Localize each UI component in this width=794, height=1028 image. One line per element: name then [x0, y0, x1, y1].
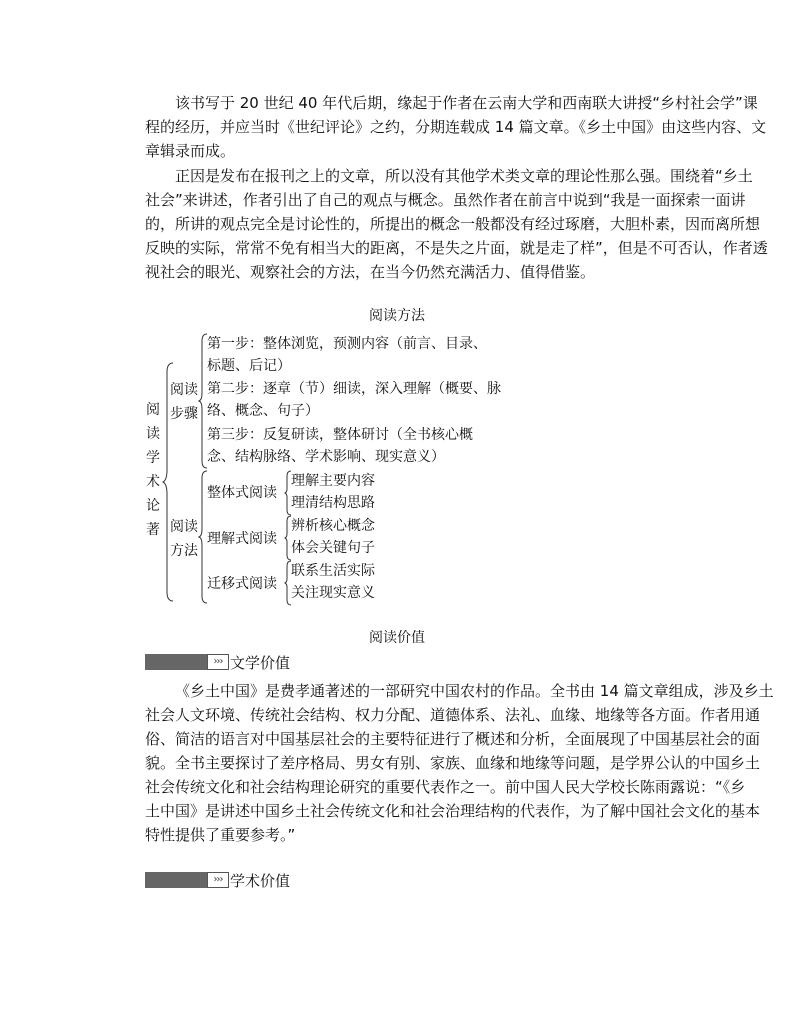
text-line: 社会人文环境、传统社会结构、权力分配、道德体系、法礼、血缘、地缘等各方面。作者用通 — [145, 706, 761, 724]
way-3-name: 迁移式阅读 — [207, 576, 277, 592]
ways-label: 阅读 方法 — [170, 519, 198, 559]
text-line: 俗、简洁的语言对中国基层社会的主要特征进行了概述和分析，全面展现了中国基层社会的面 — [145, 730, 761, 748]
step-1: 第一步：整体浏览，预测内容（前言、目录、 标题、后记） — [207, 336, 487, 374]
text-line: 视社会的眼光、观察社会的方法，在当今仍然充满活力、值得借鉴。 — [145, 263, 596, 281]
chevrons-icon: ››› — [207, 654, 229, 670]
text-line: 该书写于 20 世纪 40 年代后期，缘起于作者在云南大学和西南联大讲授“乡村社会学”课 — [175, 94, 758, 112]
tag-label: 学术价值 — [230, 871, 291, 890]
text-line: 社会”来讲述，作者引出了自己的观点与概念。虽然作者在前言中说到“我是一面探索一面讲 — [145, 191, 746, 209]
intro-paragraph-2 — [145, 164, 768, 284]
step-2: 第二步：逐章（节）细读，深入理解（概要、脉 络、概念、句子） — [207, 381, 501, 419]
methods-heading: 阅读方法 — [369, 308, 425, 324]
tag-bar — [145, 872, 207, 888]
way-1-items: 理解主要内容 理清结构思路 — [291, 473, 375, 511]
steps-label: 阅读 步骤 — [170, 382, 198, 422]
value-paragraph — [145, 679, 774, 847]
way-3-items: 联系生活实际 关注现实意义 — [291, 563, 375, 601]
way-2-items: 辨析核心概念 体会关键句子 — [291, 518, 375, 556]
intro-paragraph-1 — [145, 91, 767, 163]
text-line: 反映的实际，常常不免有相当大的距离，不是失之片面，就是走了样”，但是不可否认，作者透 — [145, 239, 768, 257]
text-line: 的，所讲的观点完全是讨论性的，所提出的概念一般都没有经过琢磨，大胆朴素，因而离所想 — [145, 215, 761, 233]
way-1-name: 整体式阅读 — [207, 485, 277, 501]
way-2-name: 理解式阅读 — [207, 531, 277, 547]
section-tag-academic — [145, 872, 290, 888]
text-line: 土中国》是讲述中国乡土社会传统文化和社会治理结构的代表作，为了解中国社会文化的基本 — [145, 802, 761, 820]
text-line: 正因是发布在报刊之上的文章，所以没有其他学术类文章的理论性那么强。围绕着“乡土 — [175, 167, 753, 185]
text-line: 章辑录而成。 — [145, 142, 236, 160]
text-line: 特性提供了重要参考。” — [145, 826, 296, 844]
chevrons-icon: ››› — [207, 872, 229, 888]
tag-label: 文学价值 — [230, 653, 291, 672]
root-label: 阅 读 学 术 论 著 — [146, 402, 160, 538]
text-line: 社会传统文化和社会结构理论研究的重要代表作之一。前中国人民大学校长陈雨露说：“《乡 — [145, 778, 746, 796]
section-tag-literary — [145, 654, 290, 670]
text-line: 《乡土中国》是费孝通著述的一部研究中国农村的作品。全书由 14 篇文章组成，涉及乡土 — [175, 682, 774, 700]
text-line: 程的经历，并应当时《世纪评论》之约，分期连载成 14 篇文章。《乡土中国》由这些内容、文 — [145, 118, 767, 136]
text-line: 貌。全书主要探讨了差序格局、男女有别、家族、血缘和地缘等问题，是学界公认的中国乡土 — [145, 754, 761, 772]
value-heading: 阅读价值 — [369, 630, 425, 646]
tag-bar — [145, 654, 207, 670]
step-3: 第三步：反复研读，整体研讨（全书核心概 念、结构脉络、学术影响、现实意义） — [207, 427, 473, 465]
